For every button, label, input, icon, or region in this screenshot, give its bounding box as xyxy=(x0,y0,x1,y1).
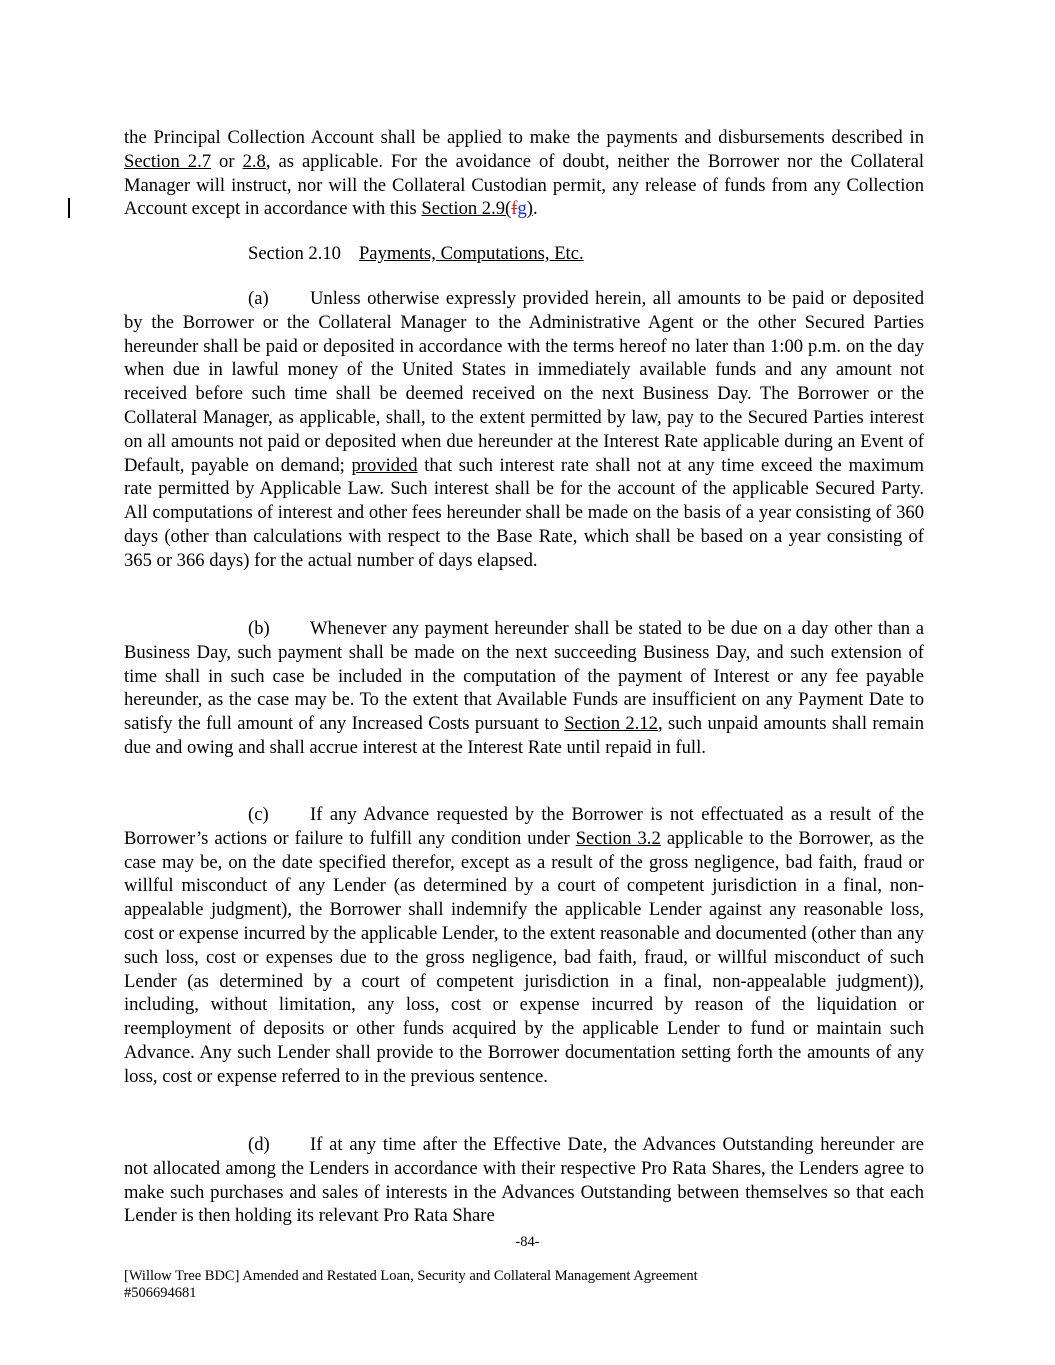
page-number: -84- xyxy=(515,1234,540,1250)
revision-change-bar xyxy=(68,198,70,218)
paragraph-c: (c) If any Advance requested by the Borrower is not effectuated as a result of the Borrower’s actions or failure to fulfill any condition under Section 3.2 applicable to the Borrower, as the case may be, on the date specified therefor, except as a result of the gross negligence, bad faith, fraud or willful misconduct of any Lender (as determined by a court of competent jurisdiction in a final, non-appealable judgment), the Borrower shall indemnify the applicable Lender against any reasonable loss, cost or expense incurred by the applicable Lender, to the extent reasonable and documented (other than any such loss, cost or expenses due to the gross negligence, bad faith, fraud, or willful misconduct of such Lender (as determined by a court of competent jurisdiction in a final, non-appealable judgment)), including, without limitation, any loss, cost or expense incurred by reason of the liquidation or reemployment of deposits or other funds acquired by the applicable Lender to fund or maintain such Advance. Any such Lender shall provide to the Borrower documentation setting forth the amounts of any loss, cost or expense referred to in the previous sentence. xyxy=(124,804,924,1087)
paragraph-b: (b) Whenever any payment hereunder shall be stated to be due on a day other than a Business Day, such payment shall be made on the next succeeding Business Day, and such extension of time shall in such case be included in the computation of the payment of Interest or any fee payable hereunder, as the case may be. To the extent that Available Funds are insufficient on any Payment Date to satisfy the full amount of any Increased Costs pursuant to Section 2.12, such unpaid amounts shall remain due and owing and shall accrue interest at the Interest Rate until repaid in full. xyxy=(124,618,925,758)
proviso-term: provided xyxy=(351,454,418,476)
paragraph-label: (d) xyxy=(248,1134,270,1155)
paragraph-label: (a) xyxy=(248,288,269,309)
section-reference: Section 2.12 xyxy=(564,713,658,735)
deleted-text: f xyxy=(511,198,518,220)
paragraph-label: (c) xyxy=(248,804,269,825)
paragraph-d: (d) If at any time after the Effective Date, the Advances Outstanding hereunder are not allocated among the Lenders in accordance with their respective Pro Rata Shares, the Lenders agree to make such purchases and sales of interests in the Advances Outstanding between themselves so that each Lender is then holding its relevant Pro Rata Share xyxy=(124,1134,924,1227)
section-reference: Section 3.2 xyxy=(575,827,661,849)
section-reference: 2.8 xyxy=(242,150,266,172)
inserted-text: g xyxy=(517,198,527,220)
section-reference: Section 2.7 xyxy=(124,150,212,172)
continuation-paragraph: the Principal Collection Account shall be applied to make the payments and disbursements described in Section 2.7 or 2.8, as applicable. For the avoidance of doubt, neither the Borrower nor the Collateral Manager will instruct, nor will the Collateral Custodian permit, any release of funds from any Collection Account except in accordance with this Section 2.9(fg). xyxy=(124,127,924,220)
section-reference: Section 2.9( xyxy=(421,198,512,220)
section-heading xyxy=(248,242,584,266)
paragraph-label: (b) xyxy=(248,618,270,639)
section-title: Payments, Computations, Etc. xyxy=(358,243,584,264)
footer-title: [Willow Tree BDC] Amended and Restated Loan, Security and Collateral Management Agreement xyxy=(124,1268,698,1284)
section-number: Section 2.10 xyxy=(248,243,341,264)
paragraph-a: (a) Unless otherwise expressly provided herein, all amounts to be paid or deposited by the Borrower or the Collateral Manager to the Administrative Agent or the other Secured Parties hereunder shall be paid or deposited in accordance with the terms hereof no later than 1:00 p.m. on the day when due in lawful money of the United States in immediately available funds and any amount not received before such time shall be deemed received on the next Business Day. The Borrower or the Collateral Manager, as applicable, shall, to the extent permitted by law, pay to the Secured Parties interest on all amounts not paid or deposited when due hereunder at the Interest Rate applicable during an Event of Default, payable on demand; provided that such interest rate shall not at any time exceed the maximum rate permitted by Applicable Law. Such interest shall be for the account of the applicable Secured Party. All computations of interest and other fees hereunder shall be made on the basis of a year consisting of 360 days (other than calculations with respect to the Base Rate, which shall be based on a year consisting of 365 or 366 days) for the actual number of days elapsed. xyxy=(124,288,924,571)
document-footer xyxy=(124,1268,698,1302)
footer-doc-id: #506694681 xyxy=(124,1285,197,1301)
